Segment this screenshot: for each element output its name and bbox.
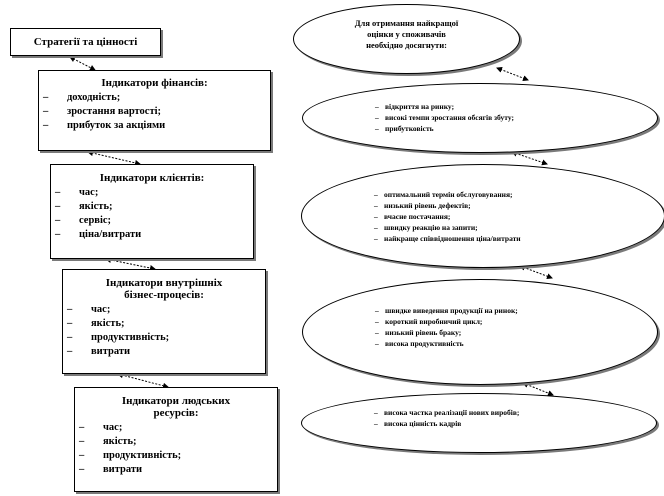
list-item: – час; [55,187,99,198]
list-item: – витрати [67,346,131,357]
strategy-box [10,28,161,56]
list-item: – висока цінність кадрів [374,419,462,428]
list-item: – якість; [79,436,137,447]
list-item: – продуктивність; [79,450,182,461]
list-item: – висока частка реалізації нових виробів; [374,408,520,417]
goal-ellipse-financial [302,83,658,153]
goal-list-clients [374,189,521,244]
strategy-title: Стратегії та цінності [33,36,138,48]
goal-ellipse-processes [302,279,658,385]
list-item: – висока продуктивність [375,339,464,348]
list-item: – ціна/витрати [55,229,142,240]
list-item: – швидке виведення продукції на ринок; [375,306,518,315]
list-item: – низький рівень браку; [375,328,462,337]
goal-header-ellipse [293,4,520,74]
list-item: – час; [79,422,123,433]
hr-indicators-box [74,387,278,492]
connector-financial-clients [88,152,140,164]
list-item: – оптимальний термін обслуговування; [374,190,513,199]
list-item: – зростання вартості; [43,106,162,117]
client-indicators-list [51,186,253,242]
list-item: – високі темпи зростання обсягів збуту; [375,113,514,122]
list-item: – відкриття на ринку; [375,102,455,111]
list-item: – якість; [55,201,113,212]
connector-strategy-financial [70,57,95,70]
process-indicators-box [62,269,266,374]
connector-goal-0-1 [497,68,528,80]
list-item: – прибутковість [375,124,434,133]
financial-indicators-list [39,91,270,133]
process-indicators-list [63,303,265,359]
goal-ellipse-clients [301,164,664,268]
list-item: – витрати [79,464,143,475]
list-item: – вчасне постачання; [374,212,451,221]
process-indicators-title: Індикатори внутрішніх бізнес-процесів: [105,277,223,301]
list-item: – доходність; [43,92,121,103]
list-item: – час; [67,304,111,315]
goal-header-text: Для отримання найкращої оцінки у споживачів необхідно досягнути: [354,18,459,50]
client-indicators-box [50,164,254,259]
list-item: – швидку реакцію на запити; [374,223,478,232]
hr-indicators-list [75,421,277,477]
connector-goal-2-3 [520,266,552,278]
list-item: – прибуток за акціями [43,120,166,131]
goal-list-processes [375,305,518,349]
goal-list-hr [374,407,519,429]
hr-indicators-title: Індикатори людських ресурсів: [121,395,231,419]
list-item: – сервіс; [55,215,112,226]
list-item: – короткий виробничий цикл; [375,317,483,326]
connector-processes-hr [118,374,168,387]
goal-list-financial [375,101,514,134]
connector-clients-processes [106,259,155,269]
goal-ellipse-hr [301,393,657,453]
connector-goal-1-2 [512,152,547,164]
list-item: – найкраще співвідношення ціна/витрати [374,234,521,243]
client-indicators-title: Індикатори клієнтів: [99,172,205,184]
list-item: – якість; [67,318,125,329]
list-item: – низький рівень дефектів; [374,201,471,210]
list-item: – продуктивність; [67,332,170,343]
financial-indicators-box [38,70,271,151]
financial-indicators-title: Індикатори фінансів: [101,77,208,89]
